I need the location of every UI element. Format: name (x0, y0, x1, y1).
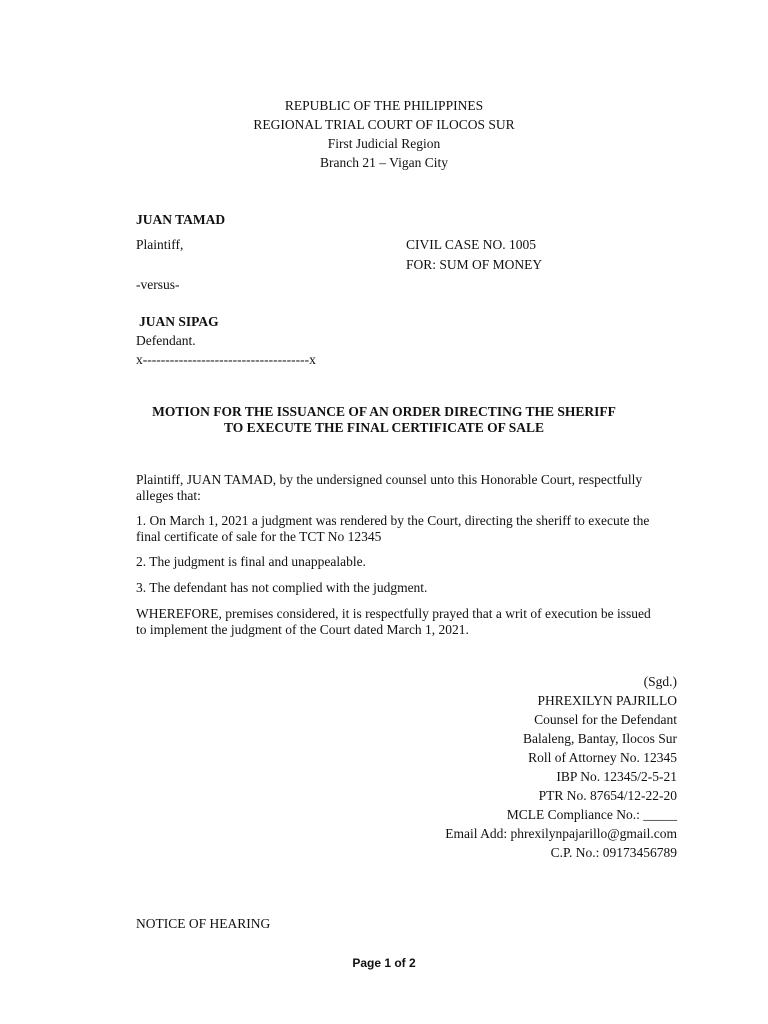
allegation-3: 3. The defendant has not complied with the judgment. (136, 580, 428, 595)
prayer-paragraph: WHEREFORE, premises considered, it is respectfully prayed that a writ of execution be issued to implement the judgment of the Court dated March 1, 2021. (136, 606, 651, 637)
mcle-compliance: MCLE Compliance No.: _____ (506, 807, 677, 822)
allegation-1: 1. On March 1, 2021 a judgment was rendered by the Court, directing the sheriff to execute the final certificate of sale for the TCT No 12345 (136, 513, 650, 544)
contact-number: C.P. No.: 09173456789 (550, 845, 677, 860)
page-number-text: Page 1 of 2 (352, 956, 416, 970)
counsel-role: Counsel for the Defendant (534, 712, 677, 727)
ptr-number: PTR No. 87654/12-22-20 (538, 788, 677, 803)
caption-separator: x-------------------------------------x (136, 352, 316, 367)
intro-paragraph: Plaintiff, JUAN TAMAD, by the undersigned counsel unto this Honorable Court, respectfully alleges that: (136, 472, 643, 503)
header-branch: Branch 21 – Vigan City (320, 155, 448, 170)
versus-label: -versus- (136, 277, 180, 292)
motion-title-line1: MOTION FOR THE ISSUANCE OF AN ORDER DIRECTING THE SHERIFF (152, 404, 616, 419)
page-number (0, 957, 768, 969)
roll-of-attorney: Roll of Attorney No. 12345 (528, 750, 677, 765)
case-nature: FOR: SUM OF MONEY (406, 257, 543, 272)
case-number: CIVIL CASE NO. 1005 (406, 237, 536, 252)
email-address: Email Add: phrexilynpajarillo@gmail.com (445, 826, 677, 841)
signed-mark: (Sgd.) (643, 674, 677, 689)
defendant-name: JUAN SIPAG (139, 314, 219, 329)
header-region: First Judicial Region (327, 136, 441, 151)
defendant-role: Defendant. (136, 333, 196, 348)
counsel-name: PHREXILYN PAJRILLO (537, 693, 677, 708)
plaintiff-role: Plaintiff, (136, 237, 184, 252)
motion-title-line2: TO EXECUTE THE FINAL CERTIFICATE OF SALE (223, 420, 545, 435)
header-republic: REPUBLIC OF THE PHILIPPINES (284, 98, 484, 113)
plaintiff-name: JUAN TAMAD (136, 212, 226, 227)
allegation-2: 2. The judgment is final and unappealable. (136, 554, 366, 569)
notice-of-hearing-heading: NOTICE OF HEARING (136, 916, 271, 931)
ibp-number: IBP No. 12345/2-5-21 (556, 769, 677, 784)
header-court: REGIONAL TRIAL COURT OF ILOCOS SUR (253, 117, 515, 132)
counsel-address: Balaleng, Bantay, Ilocos Sur (523, 731, 677, 746)
